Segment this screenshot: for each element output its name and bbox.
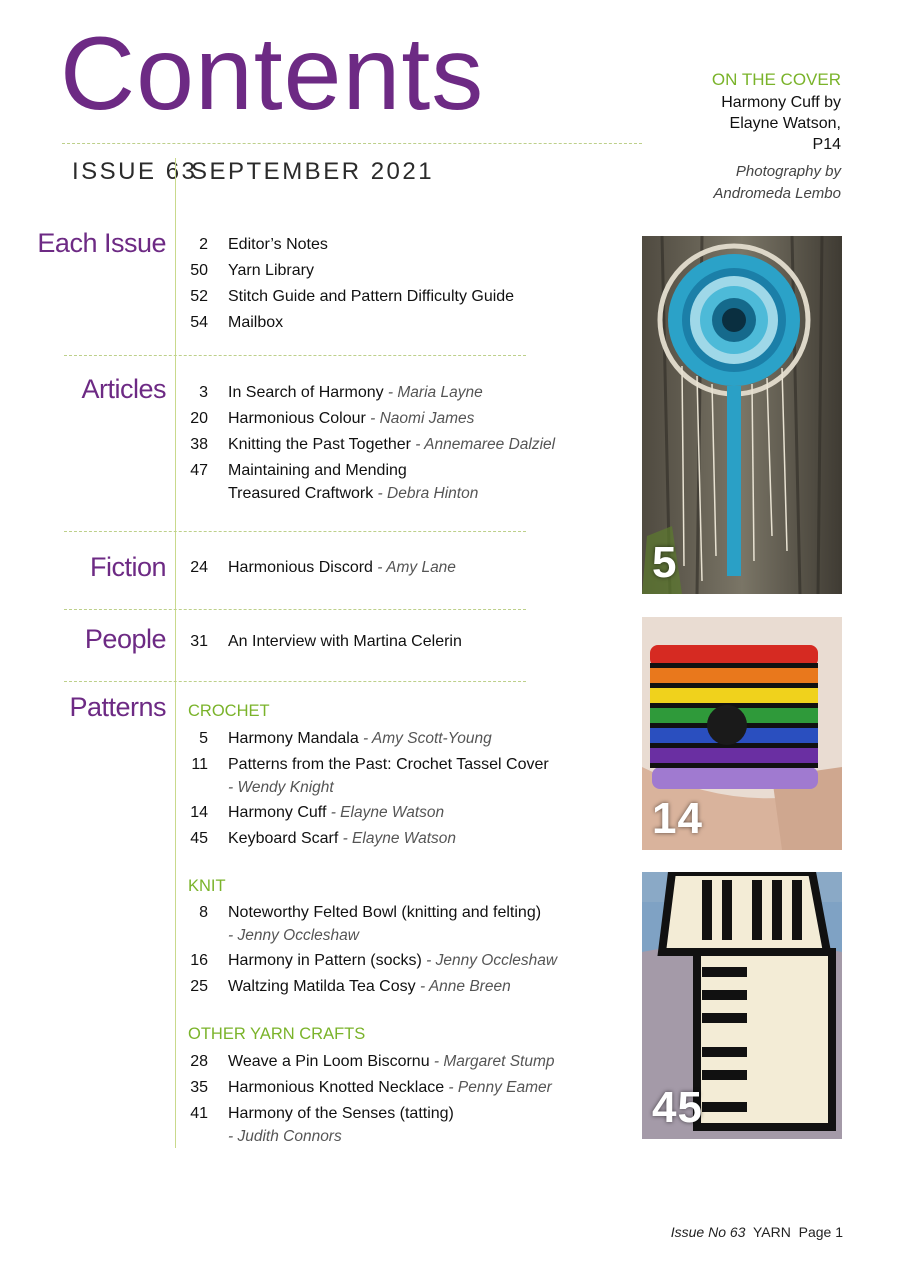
toc-entry[interactable] <box>186 311 626 334</box>
page-number: 54 <box>190 314 208 331</box>
page-number: 38 <box>190 436 208 453</box>
toc-entry[interactable] <box>186 433 626 456</box>
toc-entry[interactable] <box>186 801 626 824</box>
issue-number: ISSUE 63 <box>72 158 198 185</box>
entry-author: - Wendy Knight <box>228 779 334 796</box>
entry-title: Weave a Pin Loom Biscornu <box>228 1053 430 1070</box>
entry-title: Knitting the Past Together <box>228 436 411 453</box>
page-number: 16 <box>190 952 208 969</box>
photo-page-badge: 45 <box>652 1083 703 1132</box>
entry-title: Harmony of the Senses (tatting) <box>228 1105 454 1122</box>
photo-harmony-cuff[interactable] <box>642 617 842 850</box>
entry-title: Harmonious Knotted Necklace <box>228 1079 445 1096</box>
entry-title: Stitch Guide and Pattern Difficulty Guide <box>228 288 515 305</box>
page-number: 35 <box>190 1079 208 1096</box>
page-number: 8 <box>199 904 208 921</box>
page-number: 20 <box>190 410 208 427</box>
page-number: 31 <box>190 633 208 650</box>
toc-entry[interactable] <box>186 827 626 850</box>
entry-title: In Search of Harmony <box>228 384 384 401</box>
entry-title: Harmony in Pattern (socks) <box>228 952 422 969</box>
entry-author: - Naomi James <box>365 410 475 427</box>
entry-title: Editor’s Notes <box>228 236 328 253</box>
cover-line: Elayne Watson, <box>729 115 841 132</box>
entry-author: - Amy Scott-Young <box>358 730 492 747</box>
subsection-other-yarn-crafts: OTHER YARN CRAFTS <box>188 1025 366 1043</box>
toc-entry[interactable] <box>186 901 626 947</box>
subsection-knit: KNIT <box>188 877 226 895</box>
section-divider <box>64 681 526 682</box>
entry-title: Waltzing Matilda Tea Cosy <box>228 978 416 995</box>
entry-author: - Jenny Occleshaw <box>421 952 558 969</box>
toc-entry[interactable] <box>186 727 626 750</box>
toc-entry[interactable] <box>186 630 626 653</box>
page-number: 3 <box>199 384 208 401</box>
page-footer <box>671 1224 843 1240</box>
photo-page-badge: 14 <box>652 794 703 843</box>
entry-title: Harmonious Colour <box>228 410 366 427</box>
entry-author: - Judith Connors <box>228 1128 342 1145</box>
photography-credit <box>621 161 841 205</box>
toc-entry[interactable] <box>186 259 626 282</box>
photo-keyboard-scarf[interactable] <box>642 872 842 1139</box>
title-divider <box>62 143 642 144</box>
subsection-crochet: CROCHET <box>188 702 270 720</box>
page-number: 50 <box>190 262 208 279</box>
page-number: 45 <box>190 830 208 847</box>
page-number: 24 <box>190 559 208 576</box>
issue-date: SEPTEMBER 2021 <box>191 158 435 185</box>
photo-page-badge: 5 <box>652 538 678 587</box>
section-divider <box>64 355 526 356</box>
toc-entry[interactable] <box>186 381 626 404</box>
entry-title: Noteworthy Felted Bowl (knitting and felting) <box>228 904 542 921</box>
toc-entry[interactable] <box>186 233 626 256</box>
entry-author: - Penny Eamer <box>444 1079 552 1096</box>
entry-title: Harmony Mandala <box>228 730 359 747</box>
page-number: 28 <box>190 1053 208 1070</box>
entry-title: Harmonious Discord <box>228 559 373 576</box>
entry-title: Patterns from the Past: Crochet Tassel Cover <box>228 756 549 773</box>
page-number: 25 <box>190 978 208 995</box>
entry-title: Mailbox <box>228 314 284 331</box>
toc-entry[interactable] <box>186 285 626 308</box>
entry-author: - Elayne Watson <box>326 804 445 821</box>
cover-credit <box>621 92 841 155</box>
cover-line: Harmony Cuff by <box>721 94 841 111</box>
toc-entry[interactable] <box>186 975 626 998</box>
entry-title: An Interview with Martina Celerin <box>228 633 462 650</box>
section-divider <box>64 609 526 610</box>
section-divider <box>64 531 526 532</box>
entry-author: - Amy Lane <box>372 559 456 576</box>
page-number: 47 <box>190 462 208 479</box>
toc-entry[interactable] <box>186 1102 626 1148</box>
page-number: 11 <box>191 756 208 773</box>
cover-line: P14 <box>812 136 841 153</box>
page-number: 14 <box>190 804 208 821</box>
section-articles: Articles <box>81 374 166 404</box>
footer-issue: Issue No 63 <box>670 1224 746 1240</box>
entry-author: - Margaret Stump <box>429 1053 555 1070</box>
section-patterns: Patterns <box>69 692 166 722</box>
entry-title: Keyboard Scarf <box>228 830 339 847</box>
entry-title: Maintaining and Mending <box>228 462 407 479</box>
entry-title: Harmony Cuff <box>228 804 327 821</box>
toc-entry[interactable] <box>186 1050 626 1073</box>
page-number: 2 <box>199 236 208 253</box>
footer-magazine: YARN <box>752 1224 791 1240</box>
column-divider <box>175 158 176 1148</box>
page-number: 41 <box>190 1105 208 1122</box>
footer-page: Page 1 <box>798 1224 843 1240</box>
photo-line: Andromeda Lembo <box>713 185 841 202</box>
toc-entry[interactable] <box>186 407 626 430</box>
entry-author: - Anne Breen <box>415 978 511 995</box>
toc-entry[interactable] <box>186 753 626 799</box>
page-title: Contents <box>60 16 485 132</box>
entry-author: - Annemaree Dalziel <box>410 436 556 453</box>
toc-entry[interactable] <box>186 949 626 972</box>
entry-author: - Jenny Occleshaw <box>228 927 359 944</box>
toc-entry[interactable] <box>186 1076 626 1099</box>
entry-author: - Elayne Watson <box>338 830 457 847</box>
entry-title-cont: Treasured Craftwork <box>228 485 374 502</box>
toc-entry[interactable] <box>186 556 626 579</box>
section-people: People <box>84 624 166 654</box>
section-fiction: Fiction <box>89 552 166 582</box>
cover-label: ON THE COVER <box>711 70 841 89</box>
page-number: 52 <box>190 288 208 305</box>
photo-line: Photography by <box>735 163 841 180</box>
toc-entry[interactable] <box>186 459 626 505</box>
photo-harmony-mandala[interactable] <box>642 236 842 594</box>
entry-author: - Maria Layne <box>383 384 483 401</box>
page-number: 5 <box>199 730 208 747</box>
entry-title: Yarn Library <box>228 262 314 279</box>
section-each-issue: Each Issue <box>37 228 166 258</box>
entry-author: - Debra Hinton <box>373 485 479 502</box>
